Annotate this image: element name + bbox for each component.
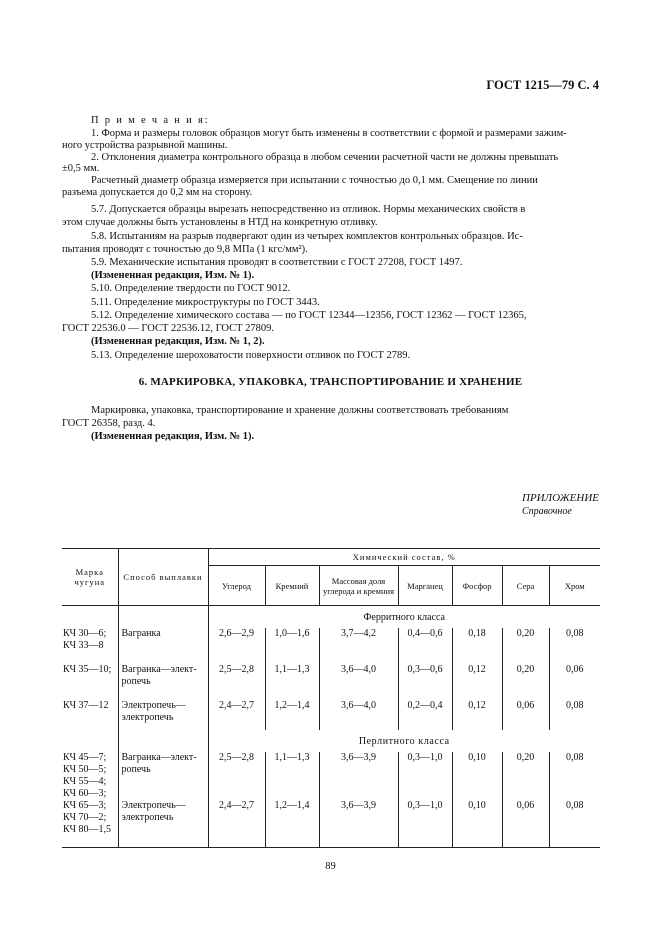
header-manganese: Марганец xyxy=(398,566,452,606)
header-grade: Марка чугуна xyxy=(62,549,118,606)
table-row xyxy=(62,752,600,800)
cell-silicon: 1,2—1,4 xyxy=(265,800,319,847)
method-name: Электропечь— xyxy=(121,800,186,811)
cell-chromium: 0,08 xyxy=(549,628,600,664)
grade-name: КЧ 45—7; xyxy=(63,752,107,763)
notes-title: П р и м е ч а н и я: xyxy=(91,115,210,126)
header-carbon: Углерод xyxy=(208,566,265,606)
method-name: электропечь xyxy=(121,812,174,823)
cell-chromium: 0,06 xyxy=(549,664,600,700)
table-row xyxy=(62,664,600,700)
cell-carbon: 2,5—2,8 xyxy=(208,664,265,700)
header-phosphorus: Фосфор xyxy=(452,566,502,606)
cell-manganese: 0,3—0,6 xyxy=(398,664,452,700)
appendix-title: ПРИЛОЖЕНИЕ xyxy=(522,492,599,504)
grade-name: КЧ 37—12 xyxy=(63,700,109,711)
table-row xyxy=(62,628,600,664)
para-5-12-line-2: ГОСТ 22536.0 — ГОСТ 22536.12, ГОСТ 27809. xyxy=(62,323,275,334)
cell-chromium: 0,08 xyxy=(549,752,600,800)
cell-carbon: 2,6—2,9 xyxy=(208,628,265,664)
para-5-7-line-2: этом случае должны быть установлены в НТД на конкретную отливку. xyxy=(62,217,378,228)
cell-manganese: 0,4—0,6 xyxy=(398,628,452,664)
cell-manganese: 0,2—0,4 xyxy=(398,700,452,730)
cell-carbon-silicon: 3,6—4,0 xyxy=(319,700,398,730)
grade-name: КЧ 35—10; xyxy=(63,664,112,675)
cell-sulfur: 0,20 xyxy=(502,752,549,800)
cell-sulfur: 0,20 xyxy=(502,664,549,700)
edit-note-2: (Измененная редакция, Изм. № 1, 2). xyxy=(91,336,265,347)
method-name: ропечь xyxy=(121,764,151,775)
cell-carbon: 2,4—2,7 xyxy=(208,700,265,730)
cell-phosphorus: 0,10 xyxy=(452,800,502,847)
header-silicon: Кремний xyxy=(265,566,319,606)
cell-phosphorus: 0,12 xyxy=(452,664,502,700)
table-row xyxy=(62,800,600,847)
cell-carbon: 2,5—2,8 xyxy=(208,752,265,800)
para-5-8-line-1: 5.8. Испытаниям на разрыв подвергают один из четырех комплектов контрольных образцов. Ис- xyxy=(91,231,523,242)
chemical-composition-table xyxy=(62,548,600,848)
section-6-line-2: ГОСТ 26358, разд. 4. xyxy=(62,418,156,429)
para-5-9: 5.9. Механические испытания проводят в соответствии с ГОСТ 27208, ГОСТ 1497. xyxy=(91,257,463,268)
grade-name: КЧ 30—6; xyxy=(63,628,107,639)
cell-manganese: 0,3—1,0 xyxy=(398,752,452,800)
cell-carbon-silicon: 3,6—3,9 xyxy=(319,800,398,847)
category-ferrite: Ферритного класса xyxy=(208,606,600,629)
para-5-8-line-2: пытания проводят с точностью до 9,8 МПа (1 кгс/мм²). xyxy=(62,244,308,255)
cell-manganese: 0,3—1,0 xyxy=(398,800,452,847)
cell-carbon-silicon: 3,6—3,9 xyxy=(319,752,398,800)
grade-name: КЧ 33—8 xyxy=(63,640,104,651)
cell-phosphorus: 0,10 xyxy=(452,752,502,800)
cell-silicon: 1,1—1,3 xyxy=(265,752,319,800)
header-chromium: Хром xyxy=(549,566,600,606)
cell-silicon: 1,2—1,4 xyxy=(265,700,319,730)
category-row-ferrite xyxy=(62,606,600,629)
grade-name: КЧ 65—3; xyxy=(63,800,107,811)
header-chemical-composition: Химический состав, % xyxy=(208,549,600,566)
note-3-line-1: Расчетный диаметр образца измеряется при испытании с точностью до 0,1 мм. Смещение по линии xyxy=(91,175,538,186)
table-row xyxy=(62,700,600,730)
note-1-line-1: 1. Форма и размеры головок образцов могут быть изменены в соответствии с формой и размерами зажим- xyxy=(91,128,567,139)
cell-carbon-silicon: 3,7—4,2 xyxy=(319,628,398,664)
method-name: Вагранка—элект- xyxy=(121,664,197,675)
header-method: Способ выплавки xyxy=(118,549,208,606)
category-row-pearlite xyxy=(62,730,600,752)
appendix-label xyxy=(522,491,599,519)
cell-sulfur: 0,06 xyxy=(502,800,549,847)
cell-phosphorus: 0,12 xyxy=(452,700,502,730)
cell-chromium: 0,08 xyxy=(549,800,600,847)
method-name: ропечь xyxy=(121,676,151,687)
header-carbon-silicon-share: Массовая доля углерода и кремния xyxy=(319,566,398,606)
note-3-line-2: разъема допускается до 0,2 мм на сторону. xyxy=(62,187,253,198)
cell-silicon: 1,0—1,6 xyxy=(265,628,319,664)
cell-sulfur: 0,20 xyxy=(502,628,549,664)
page-number: 89 xyxy=(325,861,336,872)
method-name: Электропечь— xyxy=(121,700,186,711)
edit-note-1: (Измененная редакция, Изм. № 1). xyxy=(91,270,255,281)
method-name: Вагранка xyxy=(121,628,161,639)
appendix-subtitle: Справочное xyxy=(522,506,572,517)
method-name: электропечь xyxy=(121,712,174,723)
cell-carbon: 2,4—2,7 xyxy=(208,800,265,847)
grade-name: КЧ 80—1,5 xyxy=(63,824,112,835)
cell-phosphorus: 0,18 xyxy=(452,628,502,664)
cell-carbon-silicon: 3,6—4,0 xyxy=(319,664,398,700)
cell-chromium: 0,08 xyxy=(549,700,600,730)
note-1-line-2: ного устройства разрывной машины. xyxy=(62,140,228,151)
grade-name: КЧ 55—4; xyxy=(63,776,107,787)
section-6-line-1: Маркировка, упаковка, транспортирование и хранение должны соответствовать требованиям xyxy=(91,405,509,416)
note-2-line-1: 2. Отклонения диаметра контрольного образца в любом сечении расчетной части не должны превышать xyxy=(91,152,559,163)
para-5-13: 5.13. Определение шероховатости поверхности отливок по ГОСТ 2789. xyxy=(91,350,411,361)
para-5-12-line-1: 5.12. Определение химического состава — по ГОСТ 12344—12356, ГОСТ 12362 — ГОСТ 12365, xyxy=(91,310,527,321)
method-name: Вагранка—элект- xyxy=(121,752,197,763)
para-5-11: 5.11. Определение микроструктуры по ГОСТ 3443. xyxy=(91,297,320,308)
section-6-title: 6. МАРКИРОВКА, УПАКОВКА, ТРАНСПОРТИРОВАНИЕ И ХРАНЕНИЕ xyxy=(138,376,523,388)
para-5-10: 5.10. Определение твердости по ГОСТ 9012. xyxy=(91,283,291,294)
note-2-line-2: ±0,5 мм. xyxy=(62,163,100,174)
cell-sulfur: 0,06 xyxy=(502,700,549,730)
grade-name: КЧ 70—2; xyxy=(63,812,107,823)
category-pearlite: Перлитного класса xyxy=(208,730,600,752)
section-6-edit-note: (Измененная редакция, Изм. № 1). xyxy=(91,431,255,442)
document-header-code: ГОСТ 1215—79 С. 4 xyxy=(486,78,599,92)
grade-name: КЧ 50—5; xyxy=(63,764,107,775)
para-5-7-line-1: 5.7. Допускается образцы вырезать непосредственно из отливок. Нормы механических свойств в xyxy=(91,204,526,215)
header-sulfur: Сера xyxy=(502,566,549,606)
grade-name: КЧ 60—3; xyxy=(63,788,107,799)
cell-silicon: 1,1—1,3 xyxy=(265,664,319,700)
